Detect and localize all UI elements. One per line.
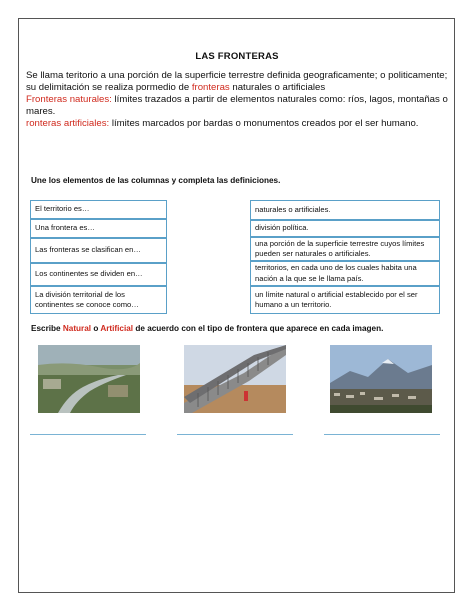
- keyword-fronteras: fronteras: [191, 82, 230, 93]
- right-item-1[interactable]: naturales o artificiales.: [250, 200, 440, 220]
- artificial-label: ronteras artificiales:: [26, 118, 110, 129]
- mountain-city-photo: [330, 345, 432, 413]
- left-item-2[interactable]: Una frontera es…: [30, 219, 167, 238]
- natural-word: Natural: [62, 324, 92, 333]
- answer-line-2[interactable]: [177, 434, 293, 435]
- right-item-2[interactable]: división política.: [250, 220, 440, 237]
- natural-label: Fronteras naturales:: [26, 94, 112, 105]
- artificial-word: Artificial: [100, 324, 134, 333]
- answer-line-1[interactable]: [30, 434, 146, 435]
- image-instruction: Escribe Natural o Artificial de acuerdo con el tipo de frontera que aparece en cada imagen.: [31, 324, 384, 333]
- right-item-4[interactable]: territorios, en cada uno de los cuales habita una nación a la que se le llama país.: [250, 261, 440, 286]
- river-landscape-photo: [38, 345, 140, 413]
- left-item-5[interactable]: La división territorial de los continentes se conoce como…: [30, 286, 167, 314]
- left-item-3[interactable]: Las fronteras se clasifican en…: [30, 238, 167, 263]
- intro-text: Se llama teritorio a una porción de la superficie terrestre definida geograficamente; o politicamente; su delimitación se realiza pormedio de fronteras naturales o artificiales Fronteras naturales: límites trazados a partir de elementos naturales como: ríos, lagos, montañas o mares. ronteras artificiales: límites marcados por bardas o monumentos creados por el ser humano.: [26, 70, 448, 129]
- border-wall-photo: [184, 345, 286, 413]
- right-item-5[interactable]: un límite natural o artificial establecido por el ser humano a un territorio.: [250, 286, 440, 314]
- answer-line-3[interactable]: [324, 434, 440, 435]
- left-item-1[interactable]: El territorio es…: [30, 200, 167, 219]
- right-item-3[interactable]: una porción de la superficie terrestre cuyos límites pueden ser naturales o artificiales.: [250, 237, 440, 261]
- page-title: LAS FRONTERAS: [195, 51, 279, 62]
- matching-instruction: Une los elementos de las columnas y completa las definiciones.: [31, 176, 281, 185]
- left-item-4[interactable]: Los continentes se dividen en…: [30, 263, 167, 286]
